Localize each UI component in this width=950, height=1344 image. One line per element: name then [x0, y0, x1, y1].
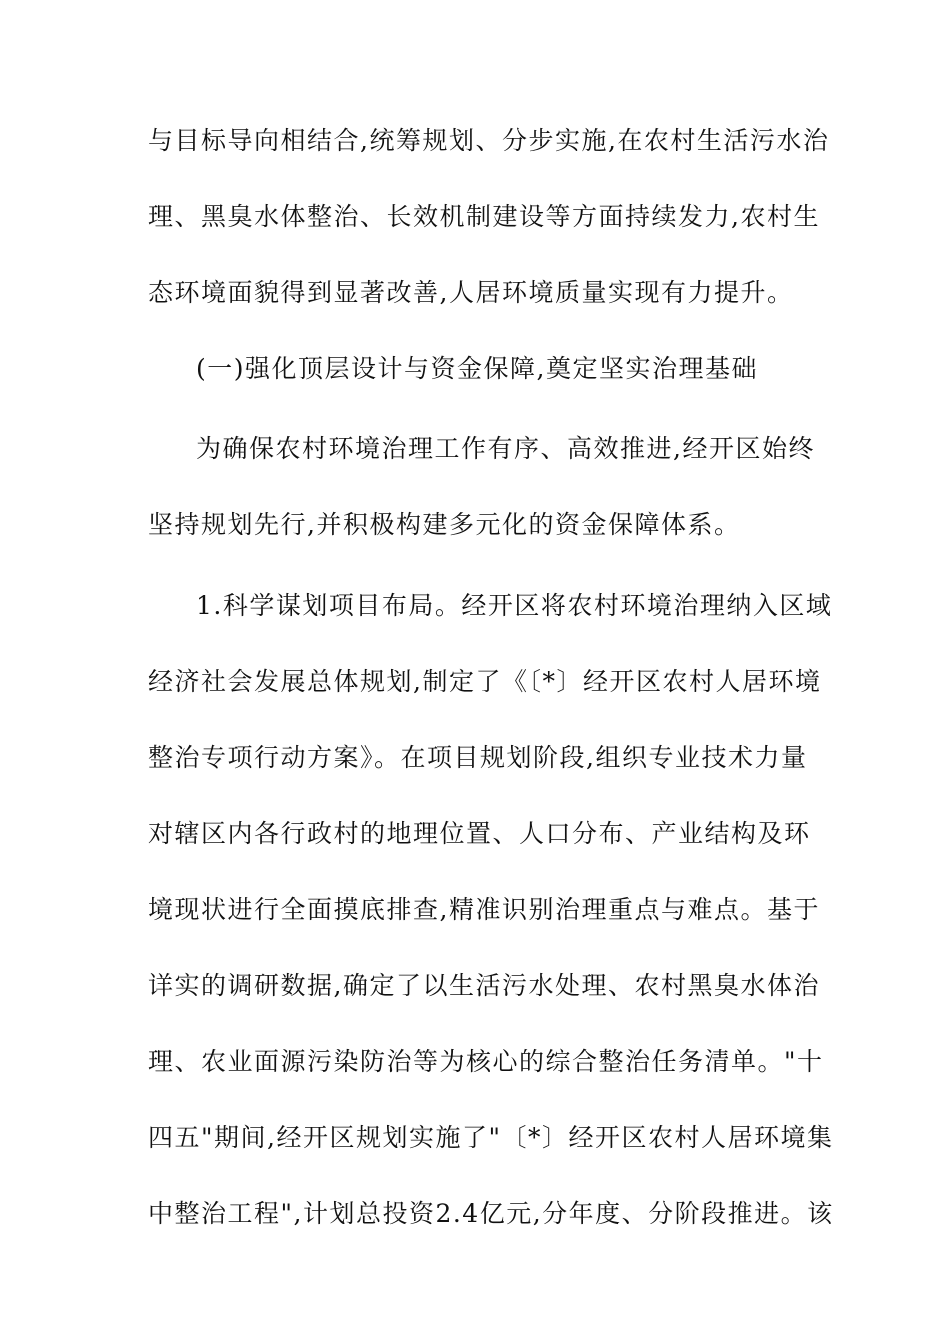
paragraph-line: 对辖区内各行政村的地理位置、人口分布、产业结构及环: [148, 819, 811, 848]
paragraph-line: 经济社会发展总体规划,制定了《〔*〕经开区农村人居环境: [148, 667, 822, 696]
paragraph-line: 境现状进行全面摸底排查,精准识别治理重点与难点。基于: [148, 895, 820, 924]
paragraph-line: 四五"期间,经开区规划实施了"〔*〕经开区农村人居环境集: [148, 1123, 834, 1152]
subsection-heading: 1.科学谋划项目布局。经开区将农村环境治理纳入区域: [196, 591, 833, 620]
paragraph-line: 理、农业面源污染防治等为核心的综合整治任务清单。"十: [148, 1047, 824, 1076]
paragraph-line: 整治专项行动方案》。在项目规划阶段,组织专业技术力量: [148, 743, 808, 772]
paragraph-line: 详实的调研数据,确定了以生活污水处理、农村黑臭水体治: [148, 971, 820, 1000]
paragraph-line: 理、黑臭水体整治、长效机制建设等方面持续发力,农村生: [148, 202, 820, 231]
paragraph-line: 与目标导向相结合,统筹规划、分步实施,在农村生活污水治: [148, 126, 830, 155]
section-heading: (一)强化顶层设计与资金保障,奠定坚实治理基础: [196, 354, 758, 383]
paragraph-line: 为确保农村环境治理工作有序、高效推进,经开区始终: [196, 434, 815, 463]
paragraph-line: 态环境面貌得到显著改善,人居环境质量实现有力提升。: [148, 278, 794, 307]
paragraph-line: 坚持规划先行,并积极构建多元化的资金保障体系。: [148, 510, 741, 539]
paragraph-line: 中整治工程",计划总投资2.4亿元,分年度、分阶段推进。该: [148, 1199, 834, 1228]
